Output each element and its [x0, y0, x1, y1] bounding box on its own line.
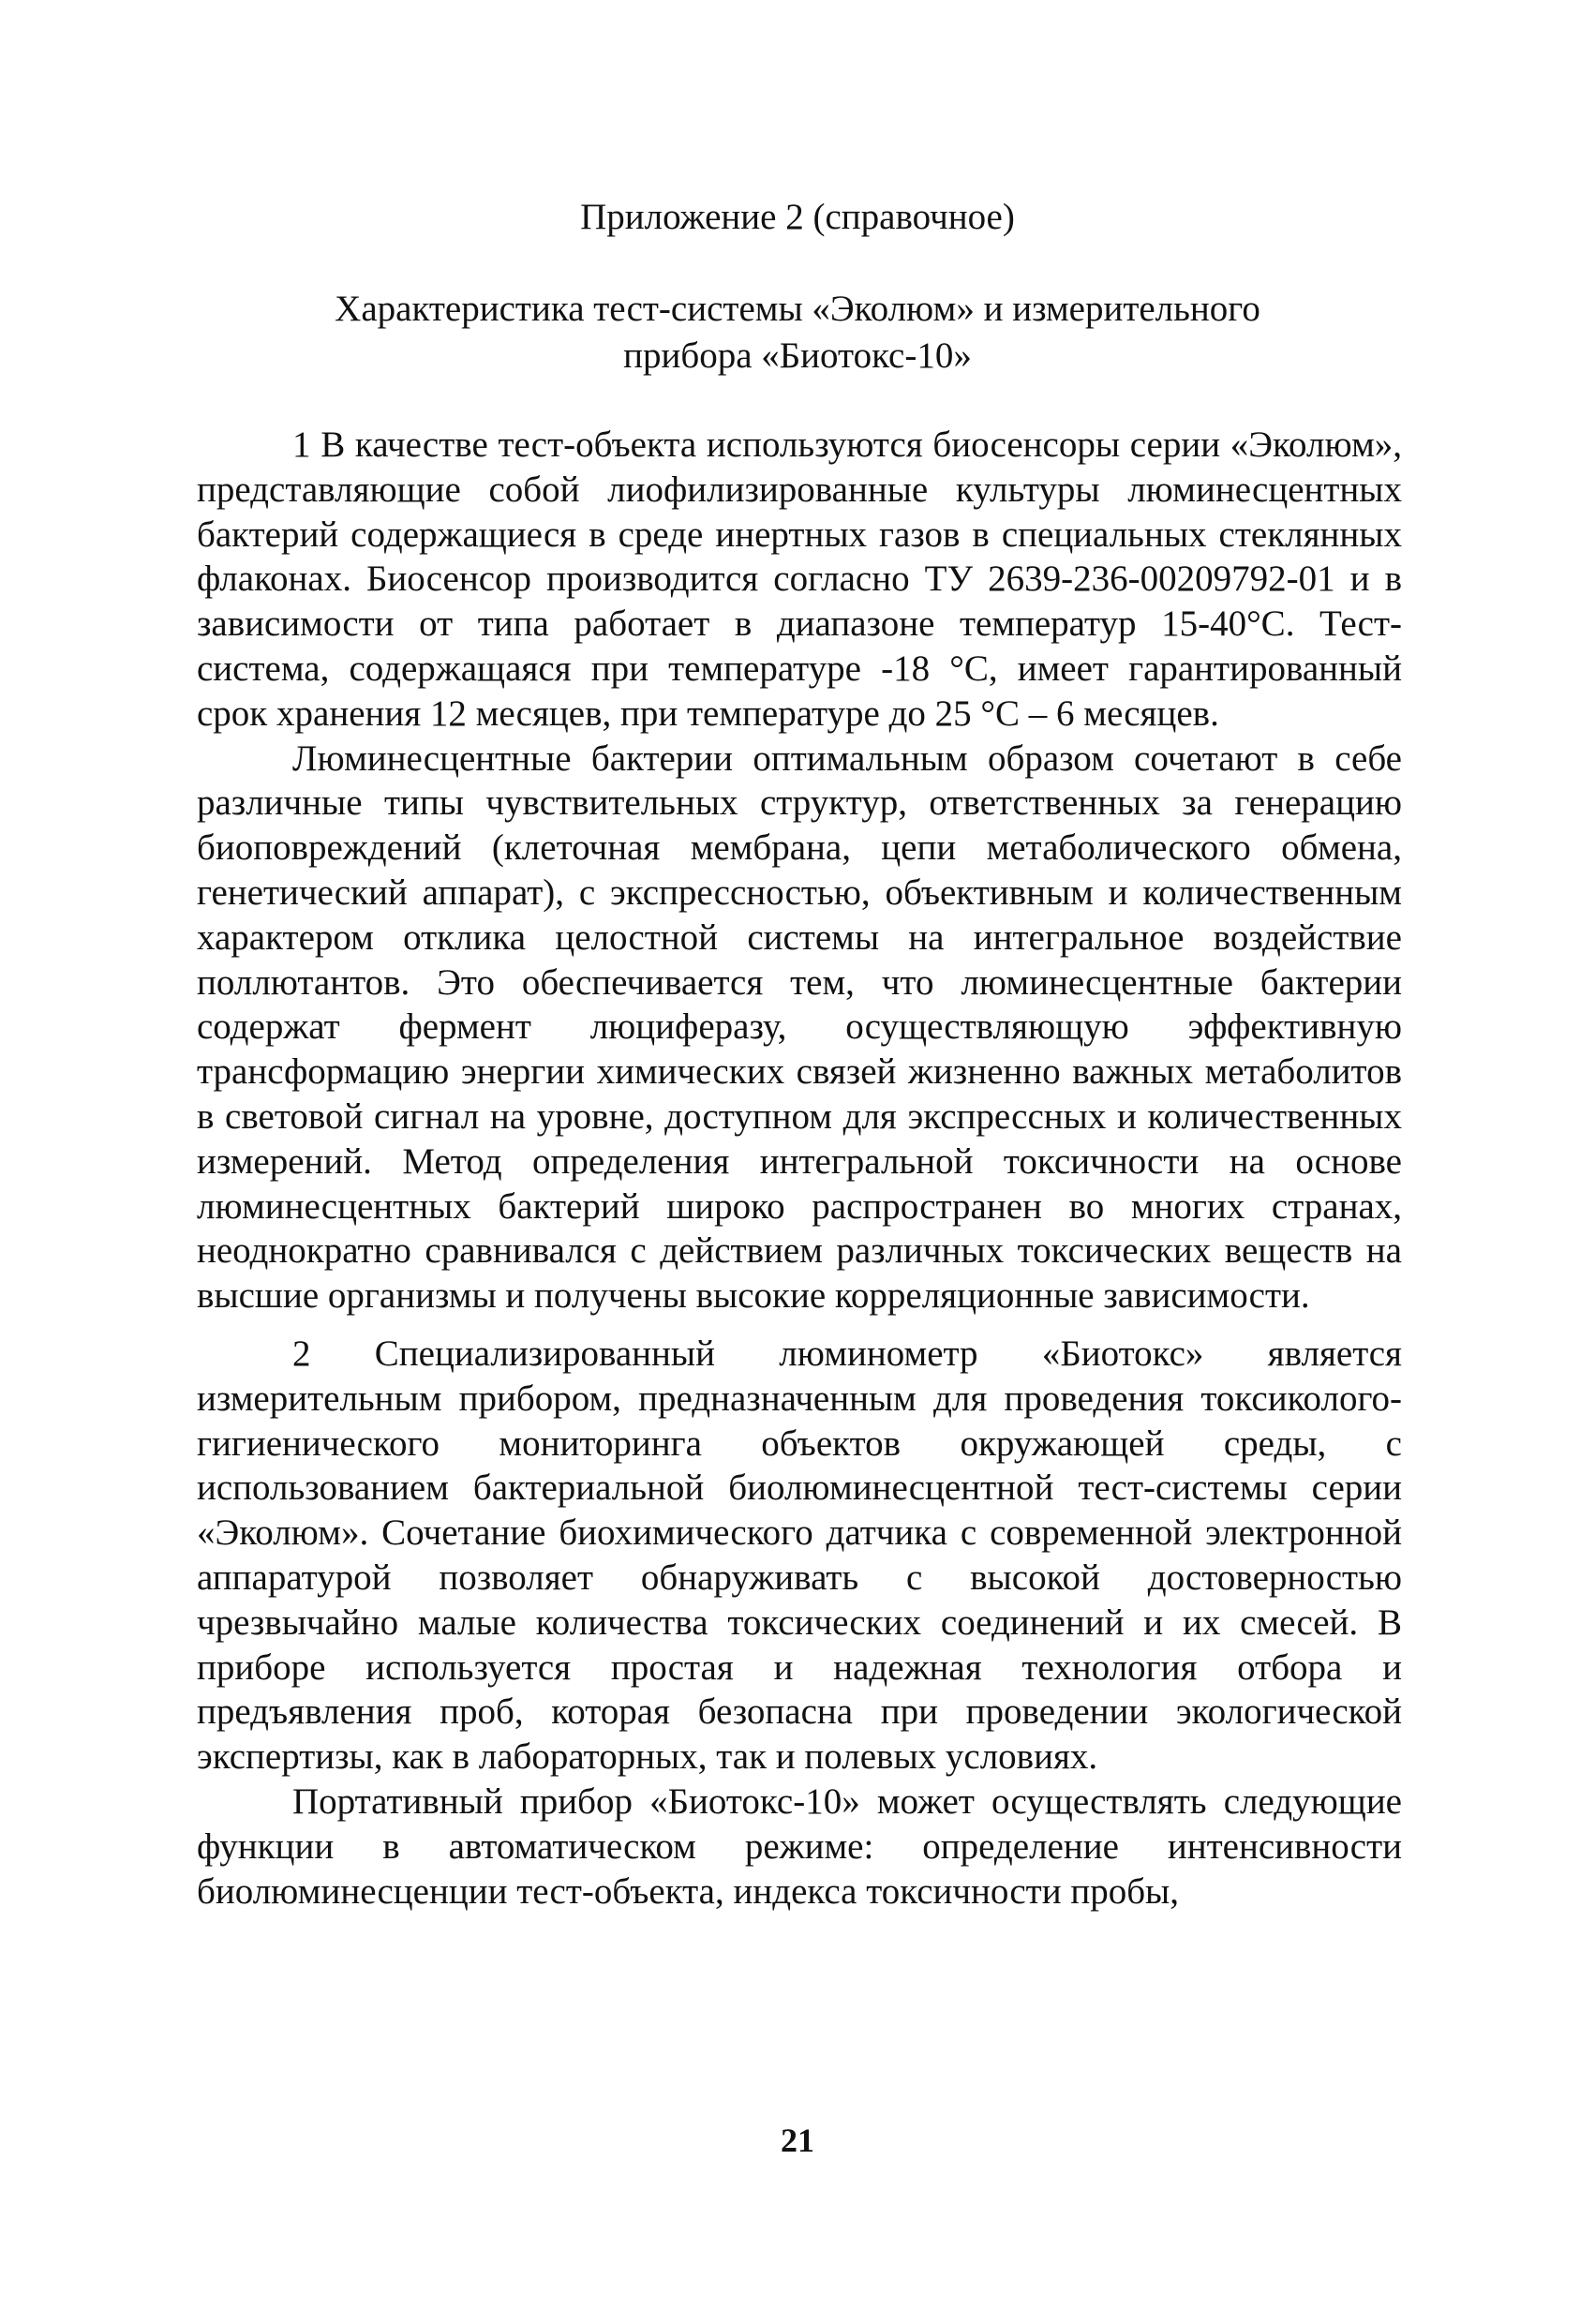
paragraph-1-ecolum-test-object: 1 В качестве тест-объекта используются биосенсоры серии «Эколюм», представляющие собой лиофилизированные культуры люминесцентных бактерий содержащиеся в среде инертных газов в специальных стеклянных флаконах. Биосенсор производится согласно ТУ 2639-236-00209792-01 и в зависимости от типа работает в диапазоне температур 15-40°С. Тест-система, содержащаяся при температуре -18 °С, имеет гарантированный срок хранения 12 месяцев, при температуре до 25 °С – 6 месяцев.	[197, 425, 1402, 734]
paragraph-2-luminescent-bacteria: Люминесцентные бактерии оптимальным образом сочетают в себе различные типы чувствительных структур, ответственных за генерацию биоповреждений (клеточная мембрана, цепи метаболического обмена, генетический аппарат), с экспрессностью, объективным и количественным характером отклика целостной системы на интегральное воздействие поллютантов. Это обеспечивается тем, что люминесцентные бактерии содержат фермент люциферазу, осуществляющую эффективную трансформацию энергии химических связей жизненно важных метаболитов в световой сигнал на уровне, доступном для экспрессных и количественных измерений. Метод определения интегральной токсичности на основе люминесцентных бактерий широко распространен во многих странах, неоднократно сравнивался с действием различных токсических веществ на высшие организмы и получены высокие корреляционные зависимости.	[197, 737, 1402, 1317]
paragraph-3-biotox-luminometer: 2 Специализированный люминометр «Биотокс» является измерительным прибором, предназначенным для проведения токсиколого-гигиенического мониторинга объектов окружающей среды, с использованием бактериальной биолюминесцентной тест-системы серии «Эколюм». Сочетание биохимического датчика с современной электронной аппаратурой позволяет обнаруживать с высокой достоверностью чрезвычайно малые количества токсических соединений и их смесей. В приборе используется простая и надежная технология отбора и предъявления проб, которая безопасна при проведении экологической экспертизы, как в лабораторных, так и полевых условиях.	[197, 1333, 1402, 1778]
page-number: 21	[781, 2122, 814, 2159]
body-text	[197, 423, 1402, 1914]
section-title: Характеристика тест-системы «Эколюм» и измерительного прибора «Биотокс-10»	[335, 289, 1260, 376]
paragraph-4-biotox-10-functions: Портативный прибор «Биотокс-10» может осуществлять следующие функции в автоматическом режиме: определение интенсивности биолюминесценции тест-объекта, индекса токсичности пробы,	[197, 1780, 1402, 1912]
appendix-title: Приложение 2 (справочное)	[580, 197, 1015, 237]
